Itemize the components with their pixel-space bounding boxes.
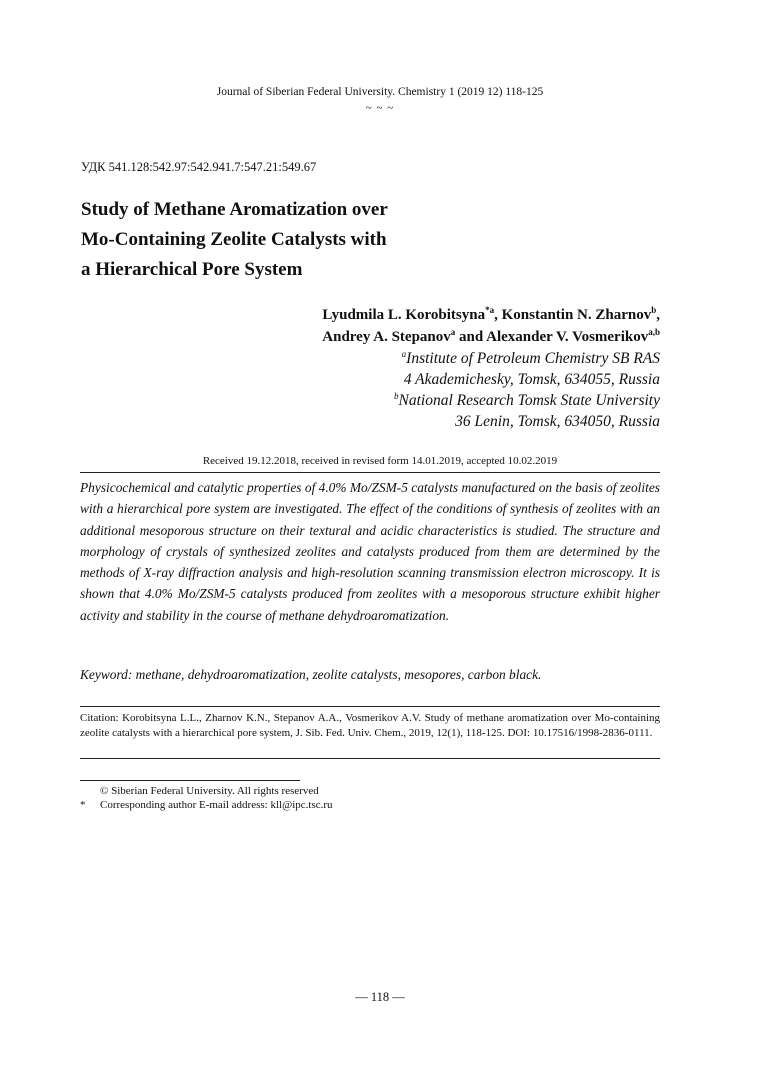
citation-top-rule: [80, 706, 660, 707]
affiliation-line: [394, 411, 660, 432]
affiliation-line: [394, 348, 660, 369]
author-name: and Alexander V. Vosmerikov: [455, 329, 649, 345]
footnote-rule: [80, 780, 300, 781]
corresponding-author-footnote: Corresponding author E-mail address: kll@ipc.tsc.ru: [100, 799, 333, 811]
affiliation-text: 4 Akademichesky, Tomsk, 634055, Russia: [403, 371, 660, 388]
keywords: Keyword: methane, dehydroaromatization, zeolite catalysts, mesopores, carbon black.: [80, 667, 542, 682]
title-line: a Hierarchical Pore System: [81, 259, 303, 280]
journal-header: Journal of Siberian Federal University. Chemistry 1 (2019 12) 118-125: [216, 86, 544, 98]
abstract-top-rule: [80, 472, 660, 473]
affiliation-mark: b: [394, 390, 399, 401]
citation-text: Citation: Korobitsyna L.L., Zharnov K.N., Stepanov A.A., Vosmerikov A.V. Study of methane aromatization over Mo-containing zeolite catalysts with a hierarchical pore system, J. Sib. Fed. Univ. Chem., 2019, 12(1), 118-125. DOI: 10.17516/1998-2836-0111.: [80, 712, 660, 739]
author-name: Andrey A. Stepanov: [322, 329, 451, 345]
affiliation-text: National Research Tomsk State University: [398, 392, 660, 409]
footnote-star: *: [80, 799, 86, 811]
abstract-text: Physicochemical and catalytic properties of 4.0% Mo/ZSM-5 catalysts manufactured on the basis of zeolites with a hierarchical pore system are investigated. The effect of the conditions of synthesis of zeolites with an additional mesoporous structure on their textural and acidic characteristics is studied. The structure and morphology of crystals of synthesized zeolites and catalysts produced from them are determined by the methods of X-ray diffraction analysis and high-resolution scanning transmission electron microscopy. It is shown that 4.0% Mo/ZSM-5 catalysts produced from zeolites with a mesoporous structure exhibit higher activity and stability in the course of methane dehydroaromatization.: [80, 480, 660, 623]
affiliation-line: [394, 390, 660, 411]
affiliation-mark: a: [401, 348, 407, 359]
author-affil-mark: a: [450, 327, 456, 337]
affiliation-line: [394, 369, 660, 390]
title-line: Mo-Containing Zeolite Catalysts with: [81, 229, 387, 250]
paper-title: [81, 195, 388, 285]
author-separator: ,: [656, 307, 660, 323]
author-name: , Konstantin N. Zharnov: [494, 307, 652, 323]
author-affil-mark: *a: [485, 305, 495, 315]
citation-bottom-rule: [80, 758, 660, 759]
author-affil-mark: a,b: [648, 327, 660, 337]
received-dates: Received 19.12.2018, received in revised form 14.01.2019, accepted 10.02.2019: [202, 455, 558, 467]
header-separator: ~ ~ ~: [365, 102, 395, 114]
affiliation-text: Institute of Petroleum Chemistry SB RAS: [406, 350, 660, 367]
title-line: Study of Methane Aromatization over: [81, 199, 388, 220]
udk-code: УДК 541.128:542.97:542.941.7:547.21:549.67: [81, 160, 317, 174]
page-number: — 118 —: [355, 990, 405, 1004]
affiliation-text: 36 Lenin, Tomsk, 634050, Russia: [455, 413, 660, 430]
copyright-footnote: © Siberian Federal University. All rights reserved: [100, 785, 319, 797]
author-list: [322, 304, 660, 348]
affiliations: [394, 348, 660, 432]
author-line: [322, 326, 660, 348]
author-line: [322, 304, 660, 326]
author-name: Lyudmila L. Korobitsyna: [322, 307, 486, 323]
author-affil-mark: b: [651, 305, 657, 315]
